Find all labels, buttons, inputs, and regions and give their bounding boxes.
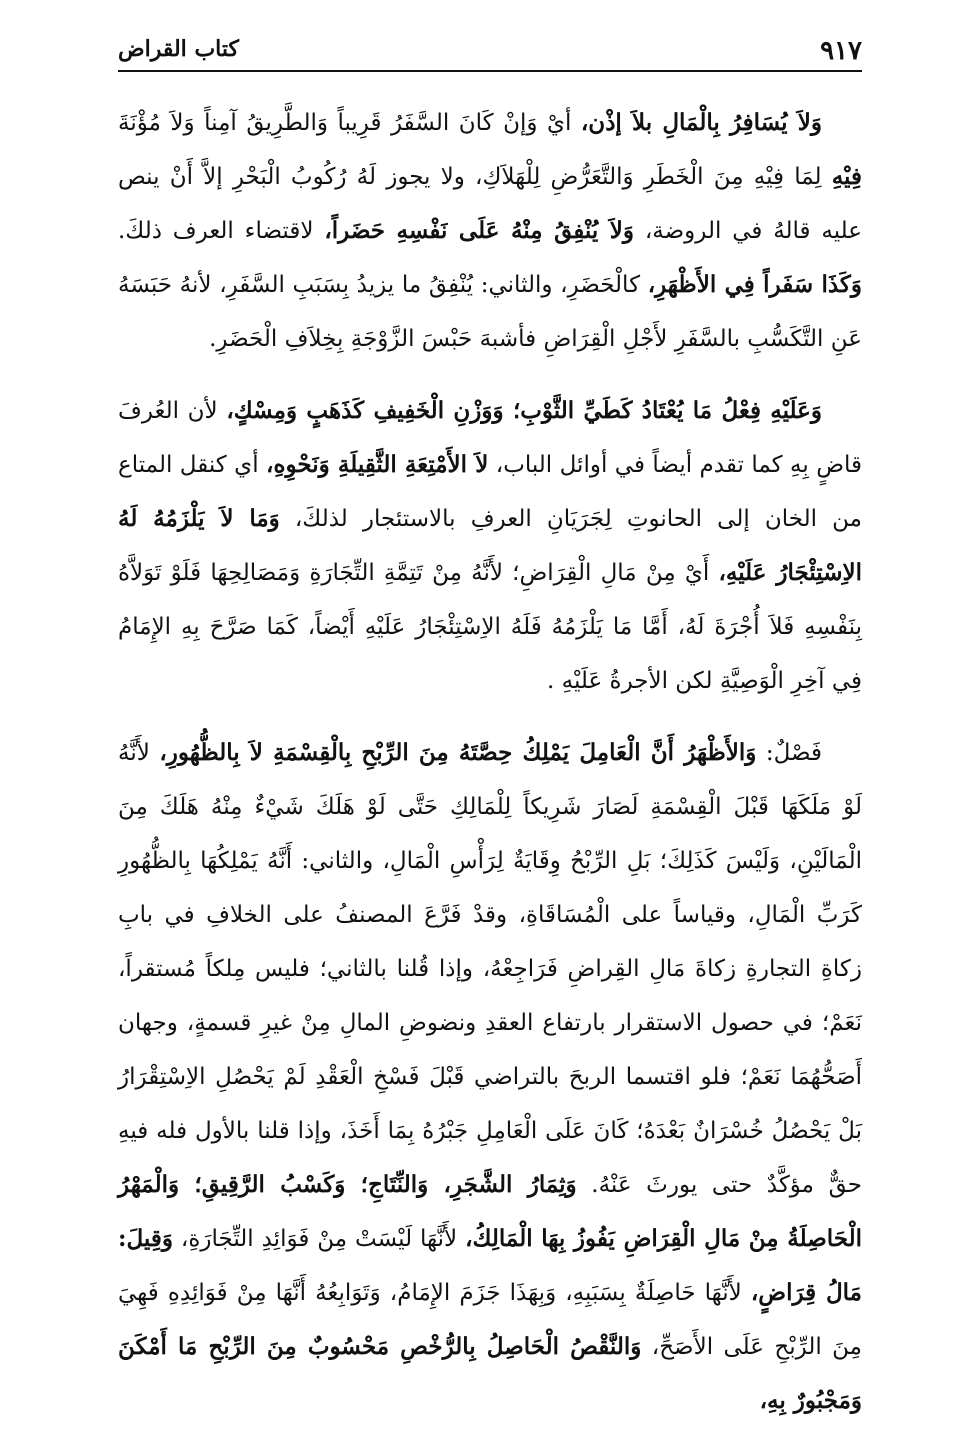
page-header	[118, 34, 862, 74]
commentary-text: لأَنَّهَا لَيْسَتْ مِنْ فَوَائِدِ التِّجَارَةِ،	[172, 1226, 466, 1252]
commentary-text: لأَنَّهَا حَاصِلَةٌ بِسَبَبِهِ، وَبِهَذَا جَزَمَ الإِمَامُ، وَتَوَابِعُهُ أَنَّهَا مِنْ فَوَائِدِهِ فَهِيَ مِنَ الرِّبْحِ عَلَى الأَصَحِّ،	[118, 1280, 862, 1360]
paragraph-ownership-of-profit	[118, 726, 862, 1428]
matn-text: وَثِمَارُ الشَّجَرِ، وَالنِّتَاجِ؛ وَكَسْبُ الرَّقِيقِ؛ وَالْمَهْرُ الْحَاصِلَةُ مِنْ مَالِ الْقِرَاضِ يَفُوزُ بِهَا الْمَالِكُ،	[118, 1171, 862, 1252]
matn-text: وَعَلَيْهِ فِعْلُ مَا يُعْتَادُ كَطَيِّ الثَّوْبِ؛ وَوَزْنِ الْخَفِيفِ كَذَهَبٍ وَمِسْكٍ،	[226, 397, 823, 424]
matn-text: وَالنَّقْصُ الْحَاصِلُ بِالرُّخْصِ مَحْسُوبٌ مِنَ الرِّبْحِ مَا أَمْكَنَ وَمَجْبُورٌ بِهِ،	[118, 1333, 862, 1414]
commentary-text: لِمَا فِيْهِ مِنَ الْخَطَرِ وَالتَّعَرُّضِ لِلْهَلاَكِ، ولا يجوز لَهُ رُكُوبُ الْبَحْرِ إلاَّ أَنْ ينص عليه قالهُ في الروضة،	[118, 164, 862, 244]
commentary-text: لأن العُرفَ قاضٍ بِهِ كما تقدم أيضاً في أوائل الباب،	[118, 398, 863, 478]
matn-text: وَمَا لاَ يَلْزَمُهُ لَهُ الاِسْتِئْجَارُ عَلَيْهِ،	[118, 505, 862, 586]
matn-text: لاَ الأَمْتِعَةِ الثَّقِيلَةِ وَنَحْوِهِ،	[266, 451, 489, 478]
commentary-text: لاقتضاء العرف ذلكَ.	[118, 218, 325, 244]
commentary-text: أيْ وَإنْ كَانَ السَّفَرُ قَرِيباً وَالطَّرِيقُ آمِناً وَلاَ مُؤْنَةَ	[118, 110, 581, 136]
commentary-text: أي كنقل المتاع من الخان إلى الحانوتِ لِجَرَيَانِ العرفِ بالاستئجار لذلكَ،	[118, 452, 862, 532]
paragraph-travel-with-capital	[118, 96, 862, 366]
matn-text: وَكَذَا سَفَراً فِي الأَظْهَرِ،	[647, 271, 862, 298]
paragraph-worker-duties	[118, 384, 862, 708]
matn-text: فِيْهِ	[831, 163, 862, 190]
matn-text: وَلاَ يُسَافِرُ بِالْمَالِ بلاَ إذْن،	[580, 109, 822, 136]
matn-text: وَالأَظْهَرُ أَنَّ الْعَامِلَ يَمْلِكُ حِصَّتَهُ مِنَ الرِّبْحِ بِالْقِسْمَةِ لاَ بِالظُّهُورِ،	[159, 739, 757, 766]
header-rule	[118, 70, 862, 72]
page-number: ٩١٧	[820, 36, 862, 66]
commentary-text: كالْحَضَرِ، والثاني: يُنْفِقُ ما يزيدُ بِسَبَبِ السَّفَرِ، لأنهُ حَبَسَهُ عَنِ التَّكَسُّبِ بالسَّفَرِ لأَجْلِ الْقِرَاضِ فأشبهَ حَبْسَ الزَّوْجَةِ بِخِلاَفِ الْحَضَرِ.	[118, 272, 862, 352]
body-text	[118, 96, 862, 1446]
matn-text: وَلاَ يُنْفِقُ مِنْهُ عَلَى نَفْسِهِ حَضَراً،	[324, 217, 635, 244]
commentary-text: لأَنَّهُ لَوْ مَلَكَهَا قَبْلَ الْقِسْمَةِ لَصَارَ شَرِيكاً لِلْمَالِكِ حَتَّى لَوْ هَلَكَ شَيْءٌ مِنْهُ هَلَكَ مِنَ الْمَالَيْنِ، وَلَيْسَ كَذَلِكَ؛ بَلِ الرِّبْحُ وِقَايَةٌ لِرَأْسِ الْمَالِ، والثاني: أَنَّهُ يَمْلِكُهَا بِالظُّهُورِ كَرَبِّ الْمَالِ، وقياساً على الْمُسَاقَاةِ، وقدْ فَرَّعَ المصنفُ على الخلافِ في بابِ زكاةِ التجارةِ زكاةَ مَالِ القِراضِ فَرَاجِعْهُ، وإذا قُلنا بالثاني؛ فليس مِلكاً مُستقراً، نَعَمْ؛ في حصول الاستقرار بارتفاع العقدِ ونضوضِ المالِ مِنْ غيرِ قسمةٍ، وجهان أَصَحُّهُمَا نَعَمْ؛ فلو اقتسما الربحَ بالتراضي قَبْلَ فَسْخِ الْعَقْدِ لَمْ يَحْصُلِ الاِسْتِقْرَارُ بَلْ يَحْصُلُ خُسْرَانٌ بَعْدَهُ؛ كَانَ عَلَى الْعَامِلِ جَبْرُهُ بِمَا أَخَذَ، وإذا قلنا بالأول فله فيهِ حقٌّ مؤكَّدٌ حتى يورثَ عَنْهُ.	[118, 740, 863, 1198]
commentary-text: فَصْلٌ:	[756, 740, 822, 766]
matn-text: وَقِيلَ: مَالُ قِرَاضٍ،	[118, 1225, 862, 1306]
running-title: كتاب القراض	[118, 36, 239, 62]
commentary-text: أَيْ مِنْ مَالِ الْقِرَاضِ؛ لأَنَّهُ مِنْ تَتِمَّةِ التِّجَارَةِ وَمَصَالِحِهَا فَلَوْ تَوَلاَّهُ بِنَفْسِهِ فَلاَ أُجْرَةَ لَهُ، أَمَّا مَا يَلْزَمُهُ فَلَهُ الاِسْتِئْجَارُ عَلَيْهِ أَيْضاً، كَمَا صَرَّحَ بِهِ الإِمَامُ فِي آخِرِ الْوَصِيَّةِ لكن الأجرةُ عَلَيْهِ .	[118, 560, 862, 694]
